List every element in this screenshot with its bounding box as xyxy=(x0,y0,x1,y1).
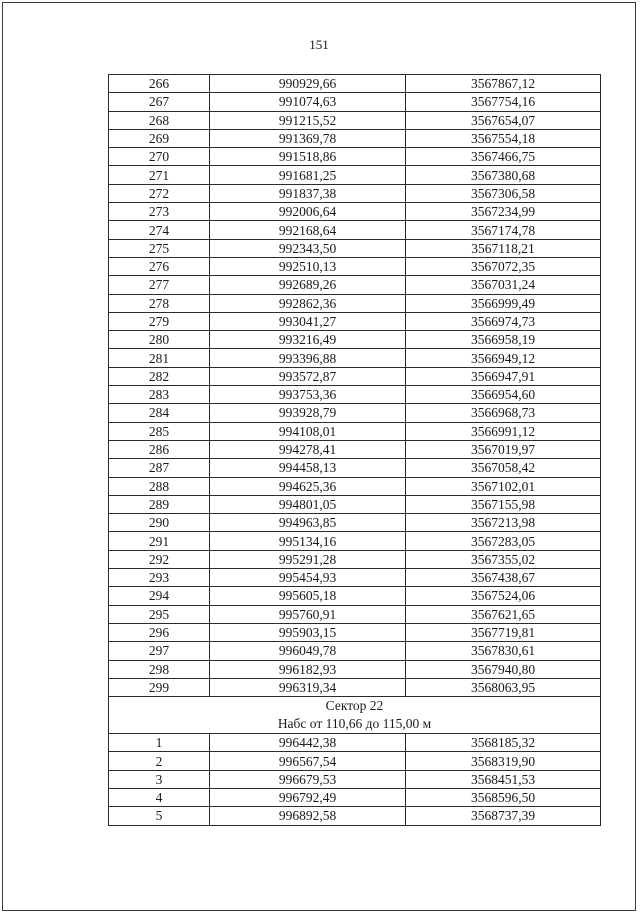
table-row xyxy=(109,349,601,367)
x-coordinate-cell: 991074,63 xyxy=(210,93,406,111)
table-row xyxy=(109,166,601,184)
x-coordinate-cell: 996442,38 xyxy=(210,734,406,752)
x-coordinate-cell: 992343,50 xyxy=(210,239,406,257)
x-coordinate-cell: 993216,49 xyxy=(210,331,406,349)
y-coordinate-cell: 3567118,21 xyxy=(406,239,601,257)
x-coordinate-cell: 995134,16 xyxy=(210,532,406,550)
section-header-body xyxy=(109,697,601,734)
y-coordinate-cell: 3567031,24 xyxy=(406,276,601,294)
y-coordinate-cell: 3568737,39 xyxy=(406,807,601,825)
table-row xyxy=(109,550,601,568)
y-coordinate-cell: 3567058,42 xyxy=(406,459,601,477)
table-row xyxy=(109,495,601,513)
y-coordinate-cell: 3567830,61 xyxy=(406,642,601,660)
x-coordinate-cell: 996792,49 xyxy=(210,788,406,806)
y-coordinate-cell: 3567155,98 xyxy=(406,495,601,513)
point-number-cell: 268 xyxy=(109,111,210,129)
x-coordinate-cell: 996679,53 xyxy=(210,770,406,788)
x-coordinate-cell: 995605,18 xyxy=(210,587,406,605)
y-coordinate-cell: 3567380,68 xyxy=(406,166,601,184)
point-number-cell: 278 xyxy=(109,294,210,312)
y-coordinate-cell: 3566999,49 xyxy=(406,294,601,312)
point-number-cell: 274 xyxy=(109,221,210,239)
x-coordinate-cell: 992168,64 xyxy=(210,221,406,239)
table-row xyxy=(109,770,601,788)
section-title: Сектор 22 xyxy=(325,698,384,714)
table-row xyxy=(109,587,601,605)
x-coordinate-cell: 992006,64 xyxy=(210,203,406,221)
y-coordinate-cell: 3568063,95 xyxy=(406,678,601,696)
table-row xyxy=(109,148,601,166)
table-row xyxy=(109,111,601,129)
section-subtitle: Набс от 110,66 до 115,00 м xyxy=(277,716,432,732)
table-row xyxy=(109,605,601,623)
point-number-cell: 270 xyxy=(109,148,210,166)
y-coordinate-cell: 3567355,02 xyxy=(406,550,601,568)
point-number-cell: 286 xyxy=(109,440,210,458)
x-coordinate-cell: 992510,13 xyxy=(210,257,406,275)
point-number-cell: 296 xyxy=(109,623,210,641)
table-row xyxy=(109,440,601,458)
x-coordinate-cell: 996892,58 xyxy=(210,807,406,825)
point-number-cell: 272 xyxy=(109,184,210,202)
y-coordinate-cell: 3567719,81 xyxy=(406,623,601,641)
table-row xyxy=(109,239,601,257)
table-row xyxy=(109,184,601,202)
x-coordinate-cell: 993572,87 xyxy=(210,367,406,385)
x-coordinate-cell: 995291,28 xyxy=(210,550,406,568)
x-coordinate-cell: 994625,36 xyxy=(210,477,406,495)
x-coordinate-cell: 996567,54 xyxy=(210,752,406,770)
point-number-cell: 269 xyxy=(109,129,210,147)
y-coordinate-cell: 3567213,98 xyxy=(406,514,601,532)
coordinates-table-body-top xyxy=(109,75,601,697)
point-number-cell: 273 xyxy=(109,203,210,221)
point-number-cell: 293 xyxy=(109,569,210,587)
y-coordinate-cell: 3566954,60 xyxy=(406,386,601,404)
x-coordinate-cell: 994108,01 xyxy=(210,422,406,440)
y-coordinate-cell: 3567621,65 xyxy=(406,605,601,623)
y-coordinate-cell: 3567234,99 xyxy=(406,203,601,221)
y-coordinate-cell: 3568185,32 xyxy=(406,734,601,752)
table-row xyxy=(109,276,601,294)
table-row xyxy=(109,312,601,330)
point-number-cell: 298 xyxy=(109,660,210,678)
table-row xyxy=(109,734,601,752)
x-coordinate-cell: 994458,13 xyxy=(210,459,406,477)
point-number-cell: 4 xyxy=(109,788,210,806)
table-row xyxy=(109,752,601,770)
x-coordinate-cell: 995760,91 xyxy=(210,605,406,623)
point-number-cell: 283 xyxy=(109,386,210,404)
x-coordinate-cell: 996049,78 xyxy=(210,642,406,660)
table-row xyxy=(109,477,601,495)
point-number-cell: 1 xyxy=(109,734,210,752)
point-number-cell: 295 xyxy=(109,605,210,623)
x-coordinate-cell: 994801,05 xyxy=(210,495,406,513)
point-number-cell: 294 xyxy=(109,587,210,605)
coordinates-table-body-bottom xyxy=(109,734,601,825)
point-number-cell: 277 xyxy=(109,276,210,294)
point-number-cell: 290 xyxy=(109,514,210,532)
table-row xyxy=(109,459,601,477)
table-row xyxy=(109,660,601,678)
x-coordinate-cell: 994278,41 xyxy=(210,440,406,458)
point-number-cell: 2 xyxy=(109,752,210,770)
y-coordinate-cell: 3567438,67 xyxy=(406,569,601,587)
table-row xyxy=(109,807,601,825)
x-coordinate-cell: 995454,93 xyxy=(210,569,406,587)
table-row xyxy=(109,569,601,587)
y-coordinate-cell: 3567072,35 xyxy=(406,257,601,275)
section-header-cell xyxy=(109,697,601,734)
y-coordinate-cell: 3567174,78 xyxy=(406,221,601,239)
y-coordinate-cell: 3566949,12 xyxy=(406,349,601,367)
point-number-cell: 5 xyxy=(109,807,210,825)
x-coordinate-cell: 994963,85 xyxy=(210,514,406,532)
table-row xyxy=(109,404,601,422)
table-row xyxy=(109,203,601,221)
point-number-cell: 266 xyxy=(109,75,210,93)
document-page xyxy=(2,2,636,911)
y-coordinate-cell: 3567867,12 xyxy=(406,75,601,93)
x-coordinate-cell: 993928,79 xyxy=(210,404,406,422)
x-coordinate-cell: 996182,93 xyxy=(210,660,406,678)
table-row xyxy=(109,257,601,275)
point-number-cell: 275 xyxy=(109,239,210,257)
point-number-cell: 297 xyxy=(109,642,210,660)
y-coordinate-cell: 3568319,90 xyxy=(406,752,601,770)
table-row xyxy=(109,642,601,660)
x-coordinate-cell: 990929,66 xyxy=(210,75,406,93)
y-coordinate-cell: 3566991,12 xyxy=(406,422,601,440)
y-coordinate-cell: 3567554,18 xyxy=(406,129,601,147)
table-row xyxy=(109,678,601,696)
table-row xyxy=(109,532,601,550)
y-coordinate-cell: 3567283,05 xyxy=(406,532,601,550)
point-number-cell: 279 xyxy=(109,312,210,330)
table-row xyxy=(109,294,601,312)
x-coordinate-cell: 993041,27 xyxy=(210,312,406,330)
point-number-cell: 285 xyxy=(109,422,210,440)
table-row xyxy=(109,788,601,806)
point-number-cell: 267 xyxy=(109,93,210,111)
point-number-cell: 276 xyxy=(109,257,210,275)
y-coordinate-cell: 3566947,91 xyxy=(406,367,601,385)
y-coordinate-cell: 3567754,16 xyxy=(406,93,601,111)
table-row xyxy=(109,129,601,147)
y-coordinate-cell: 3568451,53 xyxy=(406,770,601,788)
x-coordinate-cell: 995903,15 xyxy=(210,623,406,641)
table-row xyxy=(109,514,601,532)
y-coordinate-cell: 3567102,01 xyxy=(406,477,601,495)
table-row xyxy=(109,386,601,404)
point-number-cell: 282 xyxy=(109,367,210,385)
point-number-cell: 292 xyxy=(109,550,210,568)
table-row xyxy=(109,93,601,111)
point-number-cell: 299 xyxy=(109,678,210,696)
point-number-cell: 288 xyxy=(109,477,210,495)
y-coordinate-cell: 3566968,73 xyxy=(406,404,601,422)
table-row xyxy=(109,75,601,93)
table-row xyxy=(109,331,601,349)
y-coordinate-cell: 3566974,73 xyxy=(406,312,601,330)
y-coordinate-cell: 3567019,97 xyxy=(406,440,601,458)
x-coordinate-cell: 991681,25 xyxy=(210,166,406,184)
y-coordinate-cell: 3567940,80 xyxy=(406,660,601,678)
x-coordinate-cell: 991837,38 xyxy=(210,184,406,202)
y-coordinate-cell: 3567654,07 xyxy=(406,111,601,129)
table-row xyxy=(109,221,601,239)
x-coordinate-cell: 993753,36 xyxy=(210,386,406,404)
point-number-cell: 289 xyxy=(109,495,210,513)
point-number-cell: 284 xyxy=(109,404,210,422)
x-coordinate-cell: 992862,36 xyxy=(210,294,406,312)
point-number-cell: 271 xyxy=(109,166,210,184)
point-number-cell: 3 xyxy=(109,770,210,788)
x-coordinate-cell: 992689,26 xyxy=(210,276,406,294)
x-coordinate-cell: 991369,78 xyxy=(210,129,406,147)
x-coordinate-cell: 993396,88 xyxy=(210,349,406,367)
point-number-cell: 287 xyxy=(109,459,210,477)
y-coordinate-cell: 3566958,19 xyxy=(406,331,601,349)
x-coordinate-cell: 991215,52 xyxy=(210,111,406,129)
y-coordinate-cell: 3568596,50 xyxy=(406,788,601,806)
x-coordinate-cell: 996319,34 xyxy=(210,678,406,696)
y-coordinate-cell: 3567524,06 xyxy=(406,587,601,605)
table-row xyxy=(109,623,601,641)
section-header-row xyxy=(109,697,601,734)
y-coordinate-cell: 3567466,75 xyxy=(406,148,601,166)
table-row xyxy=(109,422,601,440)
coordinates-table xyxy=(108,74,601,826)
table-row xyxy=(109,367,601,385)
point-number-cell: 281 xyxy=(109,349,210,367)
y-coordinate-cell: 3567306,58 xyxy=(406,184,601,202)
x-coordinate-cell: 991518,86 xyxy=(210,148,406,166)
point-number-cell: 280 xyxy=(109,331,210,349)
page-number: 151 xyxy=(309,37,329,52)
point-number-cell: 291 xyxy=(109,532,210,550)
